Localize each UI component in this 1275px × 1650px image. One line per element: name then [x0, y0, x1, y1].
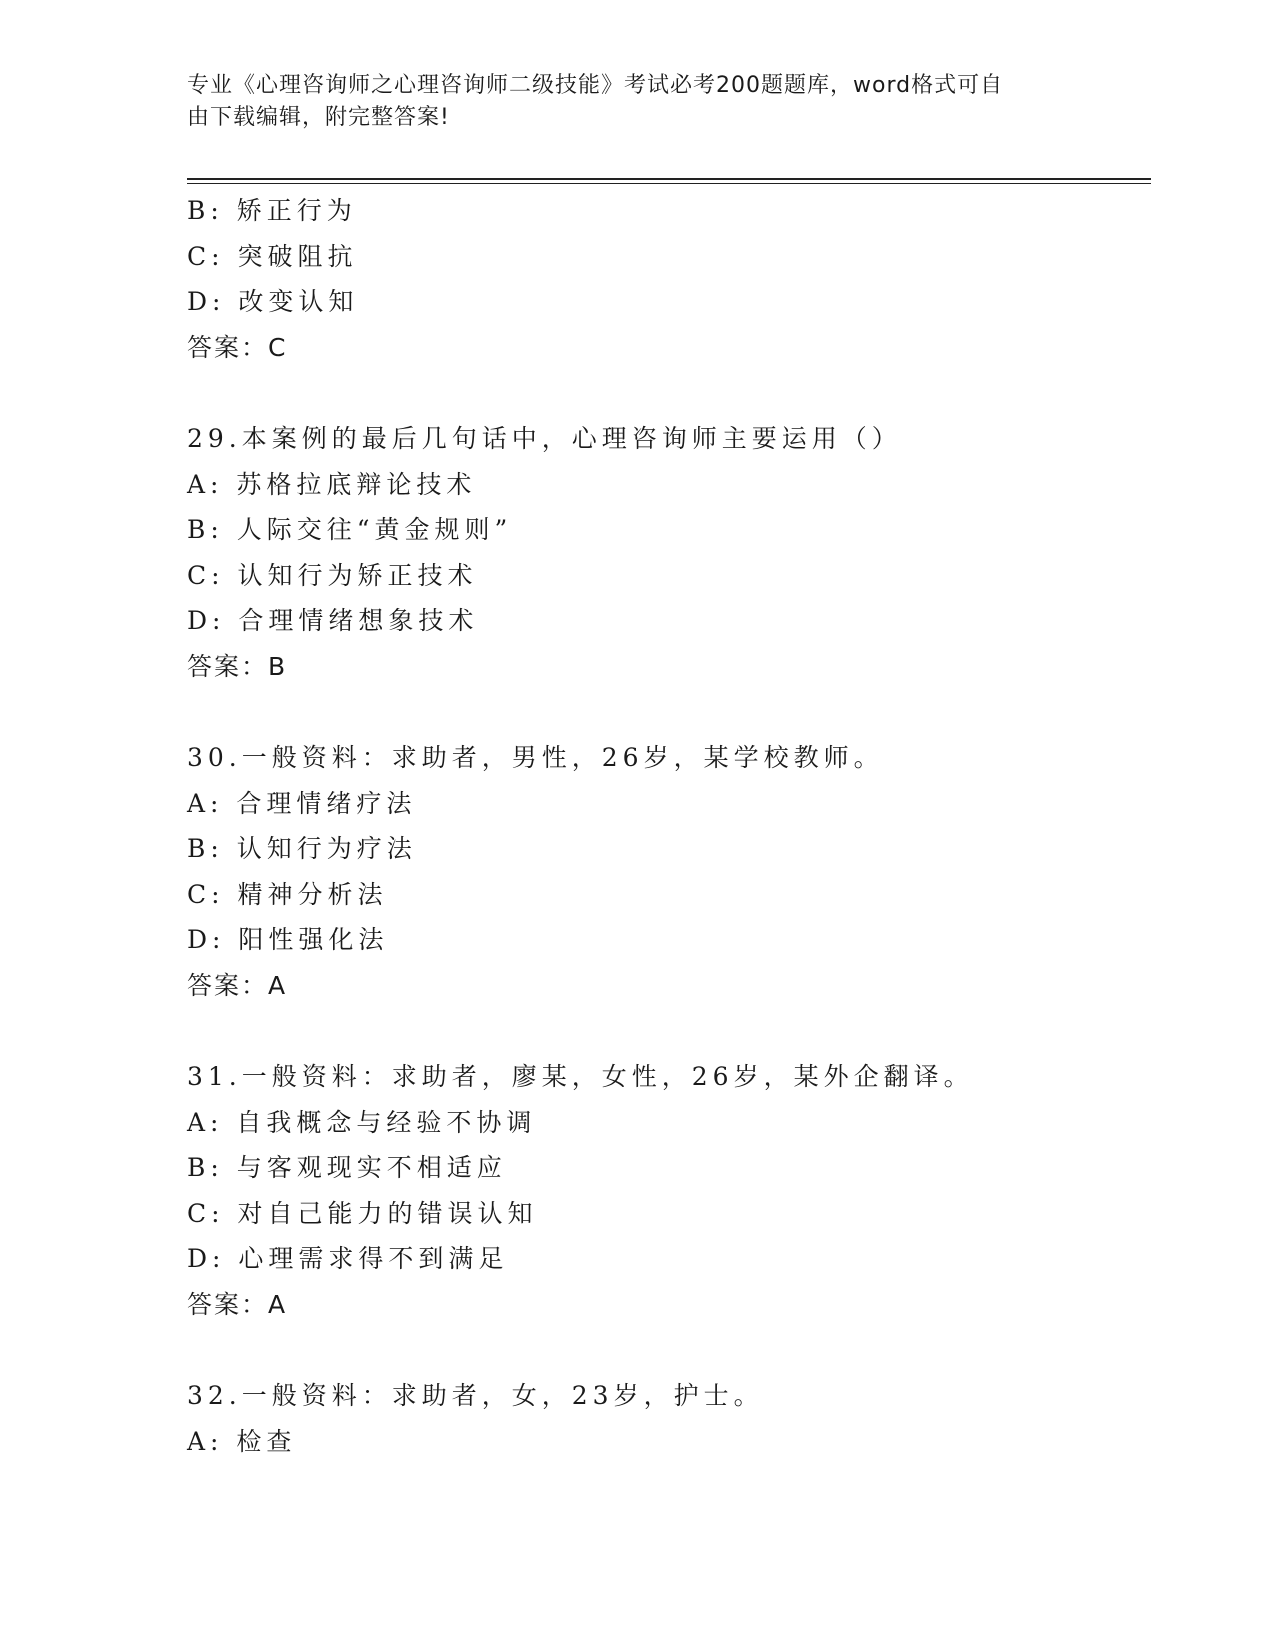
answer-line: 答案：C	[187, 332, 288, 362]
header-line-2: 由下载编辑，附完整答案!	[187, 105, 450, 130]
option-b: B: 人际交往“黄金规则”	[187, 515, 513, 544]
option-d: D: 改变认知	[187, 287, 359, 316]
question-stem: 29.本案例的最后几句话中，心理咨询师主要运用（）	[187, 424, 902, 453]
option-c: C: 突破阻抗	[187, 241, 358, 271]
option-c: C: 精神分析法	[187, 879, 388, 909]
option-a: A: 自我概念与经验不协调	[187, 1107, 537, 1137]
option-c: C: 对自己能力的错误认知	[187, 1198, 538, 1228]
answer-line: 答案：B	[187, 651, 288, 681]
answer-line: 答案：A	[187, 970, 288, 1000]
header-line-1: 专业《心理咨询师之心理咨询师二级技能》考试必考200题题库，word格式可自	[187, 73, 1004, 98]
answer-line: 答案：A	[187, 1289, 288, 1319]
option-d: D: 合理情绪想象技术	[187, 606, 479, 635]
option-c: C: 认知行为矫正技术	[187, 560, 478, 590]
option-a: A: 苏格拉底辩论技术	[187, 469, 477, 499]
question-fragment	[187, 188, 1151, 370]
option-d: D: 阳性强化法	[187, 925, 389, 954]
question-stem: 32.一般资料：求助者，女，23岁，护士。	[187, 1381, 764, 1410]
question-30	[187, 735, 1151, 1008]
document-header	[187, 70, 1067, 134]
question-stem: 30.一般资料：求助者，男性，26岁，某学校教师。	[187, 743, 884, 772]
question-stem: 31.一般资料：求助者，廖某，女性，26岁，某外企翻译。	[187, 1062, 974, 1091]
question-29	[187, 416, 1151, 689]
option-b: B: 矫正行为	[187, 196, 357, 225]
option-b: B: 认知行为疗法	[187, 834, 417, 863]
question-32	[187, 1373, 1151, 1464]
option-a: A: 检查	[187, 1426, 297, 1456]
option-d: D: 心理需求得不到满足	[187, 1244, 509, 1273]
header-rule-thick	[187, 178, 1151, 180]
question-31	[187, 1054, 1151, 1327]
option-b: B: 与客观现实不相适应	[187, 1153, 507, 1182]
header-rule-thin	[187, 183, 1151, 184]
question-list	[187, 188, 1151, 1464]
option-a: A: 合理情绪疗法	[187, 788, 417, 818]
